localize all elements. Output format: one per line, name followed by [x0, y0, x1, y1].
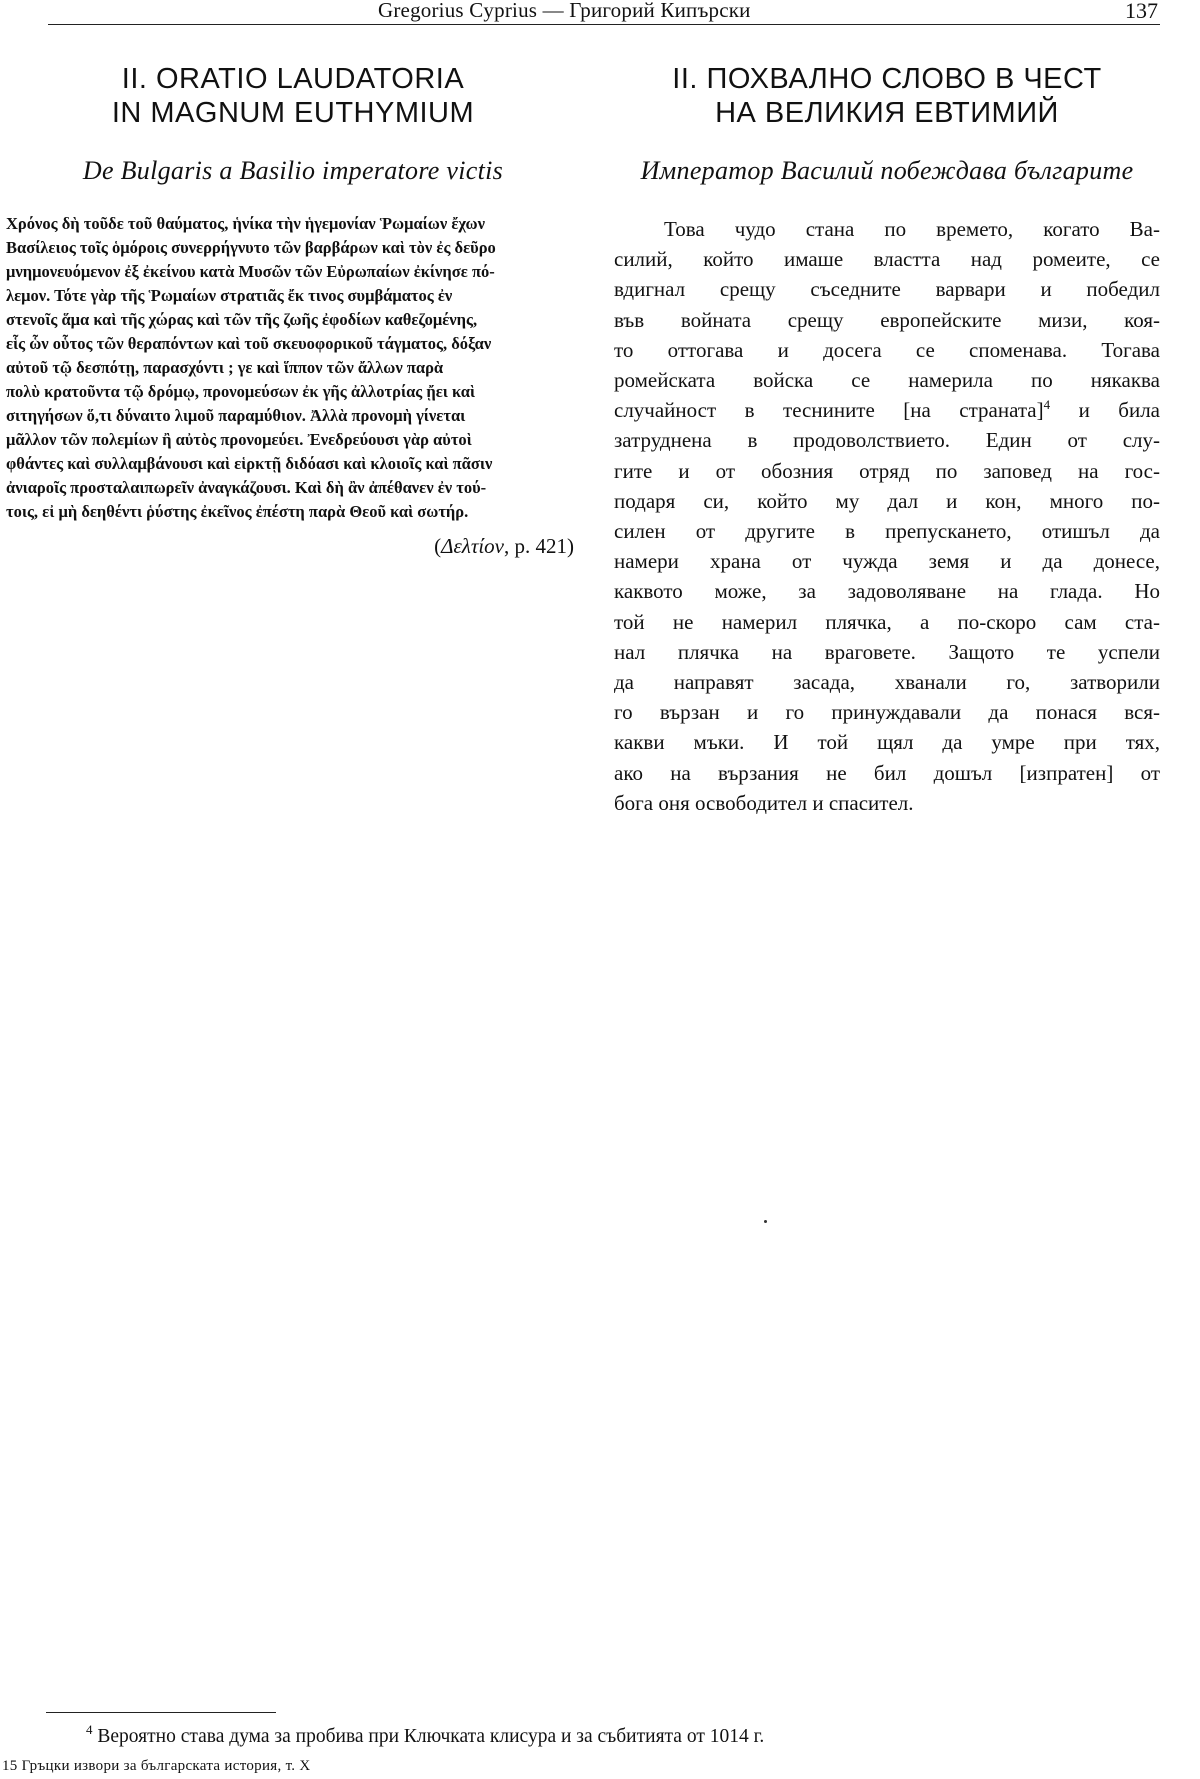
- translation-line: във войната срещу европейските мизи, коя-: [614, 307, 1160, 332]
- header-rule: [48, 24, 1160, 25]
- translation-line: гите и от обозния отряд по заповед на гос-: [614, 458, 1160, 483]
- translation-line: той не намерил плячка, а по-скоро сам ста-: [614, 609, 1160, 634]
- footnote-marker: 4: [86, 1722, 93, 1737]
- translation-column: [614, 62, 1160, 818]
- greek-line: Βασίλειος τοῖς ὁμόροις συνερρήγνυτο τῶν βαρβάρων καὶ τὸν ἐς δεῦρο: [6, 238, 496, 257]
- translation-line: силен от другите в препускането, отишъл да: [614, 519, 1160, 544]
- translation-line: бога оня освободител и спасител.: [614, 790, 914, 815]
- translation-line: намери храна от чужда земя и да донесе,: [614, 549, 1160, 574]
- translation-line: нал плячка на враговете. Защото те успели: [614, 639, 1160, 664]
- footnote-reference: 4: [1043, 397, 1051, 413]
- translation-line: да направят засада, хванали го, затворили: [614, 670, 1160, 695]
- greek-text: [6, 212, 580, 524]
- greek-line: μᾶλλον τῶν πολεμίων ἢ αὐτὸς προνομεύει. Ἐνεδρεύουσι γὰρ αὐτοὶ: [6, 430, 472, 449]
- translation-line: [614, 395, 1160, 425]
- translation-line: то оттогава и досега се споменава. Тогава: [614, 337, 1160, 362]
- greek-line: Χρόνος δὴ τοῦδε τοῦ θαύματος, ἡνίκα τὴν ἡγεμονίαν Ῥωμαίων ἔχων: [6, 214, 485, 233]
- citation-open: (: [434, 534, 442, 558]
- heading-line: НА ВЕЛИКИЯ ЕВТИМИЙ: [715, 97, 1059, 129]
- translation-line: каквото може, за задоволяване на глада. Но: [614, 579, 1160, 604]
- footnote-rule: [46, 1712, 276, 1713]
- printer-signature: 15 Гръцки извори за българската история, т. X: [2, 1758, 311, 1774]
- translation-line: ако на вързания не бил дошъл [изпратен] от: [614, 760, 1160, 785]
- translation-line: го вързан и го принуждавали да понася вся-: [614, 700, 1160, 725]
- running-title: Gregorius Cyprius — Григорий Кипърски: [378, 0, 751, 22]
- citation: [6, 534, 580, 559]
- greek-line: φθάντες καὶ συλλαμβάνουσι καὶ εἱρκτῇ διδόασι καὶ κλοιοῖς καὶ πᾶσιν: [6, 454, 493, 473]
- translation-line: вдигнал срещу съседните варвари и победил: [614, 277, 1160, 302]
- translation-line: какви мъки. И той щял да умре при тях,: [614, 730, 1160, 755]
- greek-line: ἀνιαροῖς προσταλαιπωρεῖν ἀναγκάζουσι. Καὶ δὴ ἂν ἀπέθανεν ἐν τού-: [6, 478, 487, 497]
- page-number: 137: [1125, 0, 1158, 23]
- footnote: [86, 1722, 765, 1748]
- translation-line: ромейската войска се намерила по някаква: [614, 368, 1160, 393]
- translation-line: Това чудо стана по времето, когато Ва-: [664, 217, 1160, 241]
- print-speck: [764, 1220, 767, 1223]
- greek-line: πολὺ κρατοῦντα τῷ δρόμῳ, προνομεύσων ἐκ γῆς ἀλλοτρίας ᾔει καὶ: [6, 382, 476, 401]
- greek-line: μνημονευόμενον ἐξ ἐκείνου κατὰ Μυσῶν τῶν Εὐρωπαίων ἐκίνησε πό-: [6, 262, 495, 281]
- translation-heading: [614, 62, 1160, 130]
- translation-line-text: случайност в теснините [на страната]: [614, 398, 1044, 423]
- translation-line: подаря си, който му дал и кон, много по-: [614, 488, 1160, 513]
- greek-line: αὐτοῦ τῷ δεσπότῃ, παρασχόντι ; γε καὶ ἵππον τῶν ἄλλων παρὰ: [6, 358, 444, 377]
- greek-heading: [6, 62, 580, 130]
- greek-line: στενοῖς ἅμα καὶ τῆς χώρας καὶ τῶν τῆς ζωῆς ἐφοδίων καθεζομένης,: [6, 310, 478, 329]
- greek-column: [6, 62, 580, 559]
- greek-line: τοις, εἰ μὴ δεηθέντι ῥύστης ἐκεῖνος ἐπέστη παρὰ Θεοῦ καὶ σωτήρ.: [6, 502, 469, 521]
- citation-page: , p. 421): [504, 534, 574, 558]
- greek-line: σιτηγήσων ὅ,τι δύναιτο λιμοῦ παραμύθιον. Ἀλλὰ προνομὴ γίνεται: [6, 406, 466, 425]
- translation-line: силий, който имаше властта над ромеите, се: [614, 247, 1160, 272]
- translation-line: затруднена в продоволствието. Един от слу-: [614, 428, 1160, 453]
- heading-line: II. ПОХВАЛНО СЛОВО В ЧЕСТ: [672, 63, 1102, 95]
- latin-subtitle: De Bulgaris a Basilio imperatore victis: [82, 156, 504, 185]
- translation-line-tail: и била: [1050, 398, 1161, 423]
- footnote-text: Вероятно става дума за пробива при Ключката клисура и за събитията от 1014 г.: [92, 1726, 765, 1747]
- heading-line: II. ORATIO LAUDATORIA: [121, 63, 465, 95]
- greek-line: λεμον. Τότε γὰρ τῆς Ῥωμαίων στρατιᾶς ἔκ τινος συμβάματος ἐν: [6, 286, 453, 305]
- heading-line: IN MAGNUM EUTHYMIUM: [111, 97, 475, 129]
- bulgarian-subtitle: Император Василий побеждава българите: [640, 156, 1134, 185]
- citation-source: Δελτίον: [441, 534, 504, 558]
- translation-text: [614, 214, 1160, 818]
- running-head: [48, 0, 1160, 26]
- greek-line: εἷς ὧν οὗτος τῶν θεραπόντων καὶ τοῦ σκευοφορικοῦ τάγματος, δόξαν: [6, 334, 492, 353]
